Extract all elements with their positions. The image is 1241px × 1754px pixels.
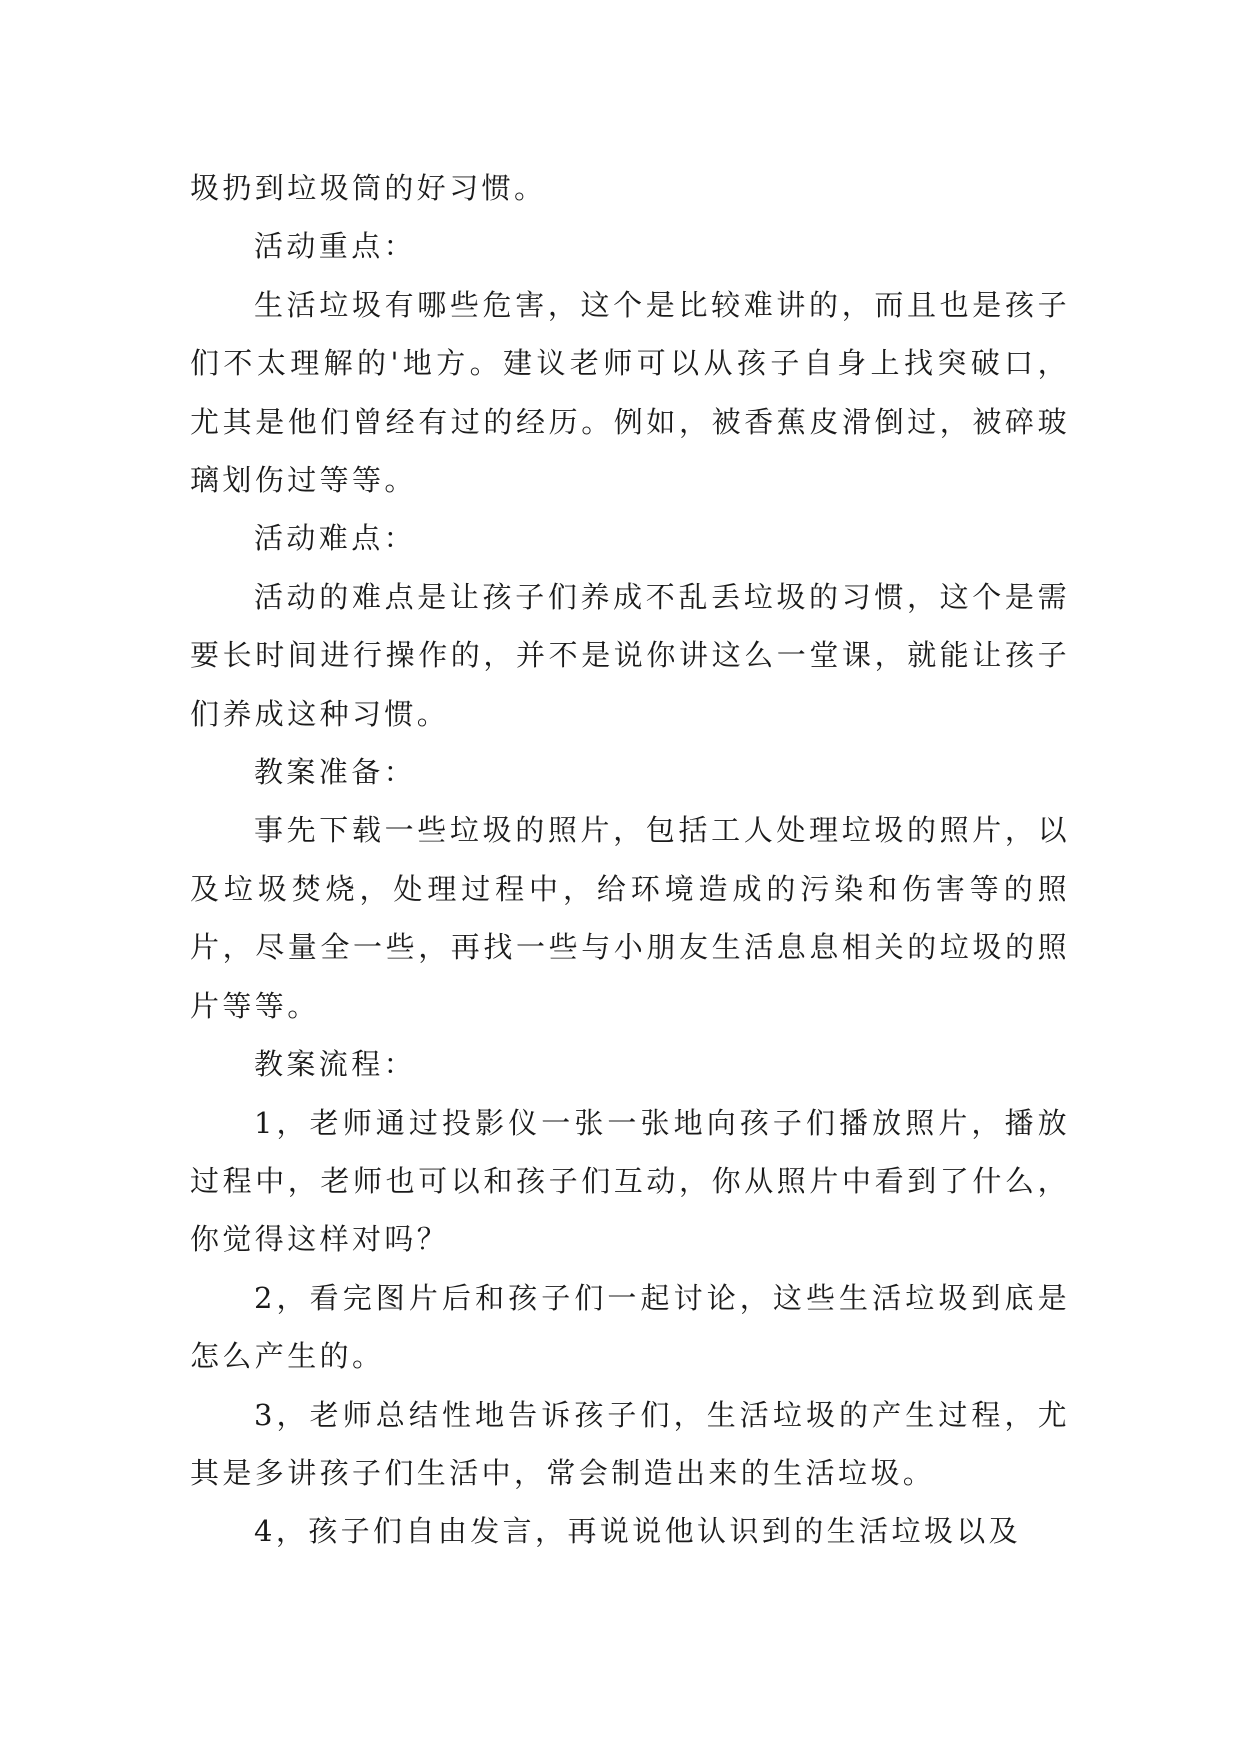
heading-lesson-process: 教案流程： (254, 1047, 417, 1082)
paragraph-continuation: 圾扔到垃圾筒的好习惯。 (190, 171, 547, 205)
document-body (190, 159, 1070, 1561)
paragraph-step-2: 2，看完图片后和孩子们一起讨论，这些生活垃圾到底是怎么产生的。 (190, 1280, 1070, 1374)
paragraph-activity-focus: 生活垃圾有哪些危害，这个是比较难讲的，而且也是孩子们不太理解的'地方。建议老师可以从孩子自身上找突破口，尤其是他们曾经有过的经历。例如，被香蕉皮滑倒过，被碎玻璃划伤过等等。 (190, 287, 1070, 498)
heading-activity-focus: 活动重点： (254, 229, 417, 264)
paragraph-step-1: 1，老师通过投影仪一张一张地向孩子们播放照片，播放过程中，老师也可以和孩子们互动，你从照片中看到了什么，你觉得这样对吗？ (190, 1105, 1070, 1257)
paragraph-step-3: 3，老师总结性地告诉孩子们，生活垃圾的产生过程，尤其是多讲孩子们生活中，常会制造出来的生活垃圾。 (190, 1397, 1070, 1490)
heading-activity-difficulty: 活动难点： (254, 521, 417, 556)
paragraph-lesson-preparation: 事先下载一些垃圾的照片，包括工人处理垃圾的照片，以及垃圾焚烧，处理过程中，给环境造成的污染和伤害等的照片，尽量全一些，再找一些与小朋友生活息息相关的垃圾的照片等等。 (190, 813, 1070, 1023)
paragraph-activity-difficulty: 活动的难点是让孩子们养成不乱丢垃圾的习惯，这个是需要长时间进行操作的，并不是说你讲这么一堂课，就能让孩子们养成这种习惯。 (190, 579, 1070, 731)
heading-lesson-preparation: 教案准备： (254, 755, 417, 790)
paragraph-step-4: 4，孩子们自由发言，再说说他认识到的生活垃圾以及 (254, 1514, 1022, 1549)
